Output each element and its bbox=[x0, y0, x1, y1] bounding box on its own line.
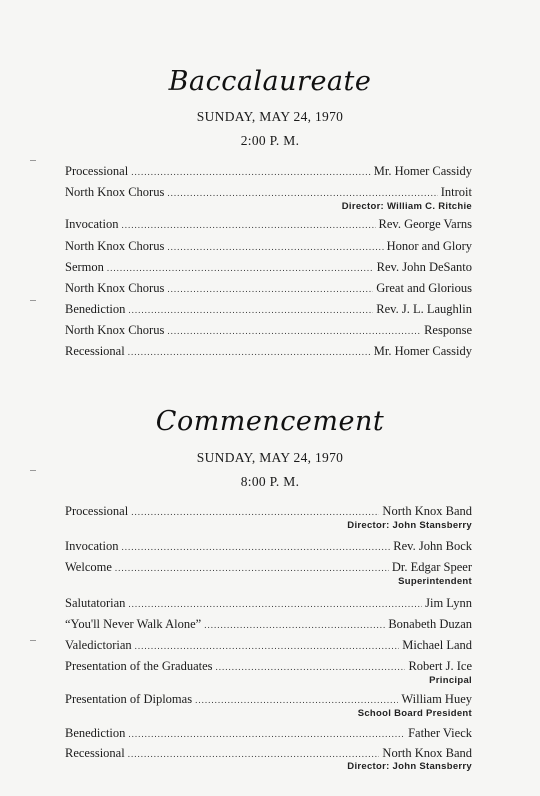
program-note: Director: John Stansberry bbox=[347, 761, 472, 772]
program-row bbox=[65, 744, 472, 762]
program-row bbox=[65, 258, 472, 276]
program-part: Recessional bbox=[65, 746, 125, 760]
leader-dots bbox=[131, 163, 371, 181]
leader-dots bbox=[167, 184, 437, 202]
margin-mark bbox=[30, 160, 36, 161]
baccalaureate-time: 2:00 P. M. bbox=[240, 133, 300, 148]
leader-dots bbox=[121, 216, 375, 234]
program-part: Sermon bbox=[65, 260, 104, 274]
program-part: North Knox Chorus bbox=[65, 239, 165, 253]
margin-mark bbox=[30, 300, 36, 301]
program-row bbox=[65, 237, 472, 255]
program-row bbox=[65, 657, 472, 675]
margin-mark bbox=[30, 470, 36, 471]
program-participant: Rev. John DeSanto bbox=[376, 260, 472, 274]
program-part: Recessional bbox=[65, 344, 125, 358]
program-note: Superintendent bbox=[398, 576, 472, 587]
program-participant: Father Vieck bbox=[408, 726, 472, 740]
program-row bbox=[65, 215, 472, 233]
program-part: Invocation bbox=[65, 539, 119, 553]
program-part: Processional bbox=[65, 164, 129, 178]
program-part: North Knox Chorus bbox=[65, 185, 165, 199]
program-participant: Robert J. Ice bbox=[408, 659, 472, 673]
program-part: “You'll Never Walk Alone” bbox=[65, 617, 202, 631]
program-note: Principal bbox=[429, 675, 472, 686]
leader-dots bbox=[131, 503, 379, 521]
program-participant: Mr. Homer Cassidy bbox=[373, 344, 472, 358]
leader-dots bbox=[128, 343, 371, 361]
program-part: Benediction bbox=[65, 726, 126, 740]
commencement-title: Commencement bbox=[155, 406, 385, 437]
leader-dots bbox=[216, 658, 406, 676]
program-participant: Rev. George Varns bbox=[378, 217, 472, 231]
commencement-time: 8:00 P. M. bbox=[240, 474, 300, 489]
program-row bbox=[65, 342, 472, 360]
leader-dots bbox=[204, 616, 385, 634]
leader-dots bbox=[135, 637, 400, 655]
program-row bbox=[65, 162, 472, 180]
leader-dots bbox=[167, 322, 421, 340]
program-part: Benediction bbox=[65, 302, 126, 316]
program-part: Processional bbox=[65, 504, 129, 518]
program-part: Presentation of the Graduates bbox=[65, 659, 213, 673]
program-participant: Jim Lynn bbox=[425, 596, 472, 610]
program-participant: Rev. J. L. Laughlin bbox=[376, 302, 472, 316]
program-note: Director: William C. Ritchie bbox=[341, 201, 472, 212]
leader-dots bbox=[115, 559, 389, 577]
program-part: North Knox Chorus bbox=[65, 323, 165, 337]
leader-dots bbox=[195, 691, 398, 709]
program-row bbox=[65, 183, 472, 201]
program-participant: North Knox Band bbox=[382, 746, 472, 760]
program-part: Welcome bbox=[65, 560, 112, 574]
program-row bbox=[65, 690, 472, 708]
leader-dots bbox=[128, 301, 373, 319]
leader-dots bbox=[167, 280, 373, 298]
program-row bbox=[65, 502, 472, 520]
program-part: Valedictorian bbox=[65, 638, 132, 652]
program-row bbox=[65, 615, 472, 633]
program-participant: Response bbox=[424, 323, 472, 337]
leader-dots bbox=[128, 745, 380, 763]
program-row bbox=[65, 537, 472, 555]
program-note: School Board President bbox=[357, 708, 472, 719]
program-participant: Bonabeth Duzan bbox=[388, 617, 472, 631]
program-part: Presentation of Diplomas bbox=[65, 692, 193, 706]
baccalaureate-date: SUNDAY, MAY 24, 1970 bbox=[196, 109, 344, 124]
program-part: Salutatorian bbox=[65, 596, 126, 610]
leader-dots bbox=[121, 538, 390, 556]
program-participant: North Knox Band bbox=[382, 504, 472, 518]
program-participant: Dr. Edgar Speer bbox=[391, 560, 472, 574]
program-participant: Rev. John Bock bbox=[393, 539, 472, 553]
leader-dots bbox=[167, 238, 383, 256]
program-participant: Honor and Glory bbox=[386, 239, 472, 253]
baccalaureate-title: Baccalaureate bbox=[168, 66, 372, 97]
program-row bbox=[65, 300, 472, 318]
program-participant: William Huey bbox=[401, 692, 472, 706]
program-participant: Mr. Homer Cassidy bbox=[373, 164, 472, 178]
program-part: North Knox Chorus bbox=[65, 281, 165, 295]
margin-mark bbox=[30, 640, 36, 641]
program-row bbox=[65, 594, 472, 612]
program-row bbox=[65, 636, 472, 654]
program-participant: Michael Land bbox=[402, 638, 472, 652]
program-row bbox=[65, 321, 472, 339]
program-part: Invocation bbox=[65, 217, 119, 231]
program-participant: Great and Glorious bbox=[376, 281, 472, 295]
program-row bbox=[65, 558, 472, 576]
program-participant: Introit bbox=[440, 185, 472, 199]
leader-dots bbox=[128, 595, 422, 613]
leader-dots bbox=[107, 259, 374, 277]
program-row bbox=[65, 724, 472, 742]
commencement-date: SUNDAY, MAY 24, 1970 bbox=[196, 450, 344, 465]
program-row bbox=[65, 279, 472, 297]
leader-dots bbox=[128, 725, 405, 743]
program-note: Director: John Stansberry bbox=[347, 520, 472, 531]
